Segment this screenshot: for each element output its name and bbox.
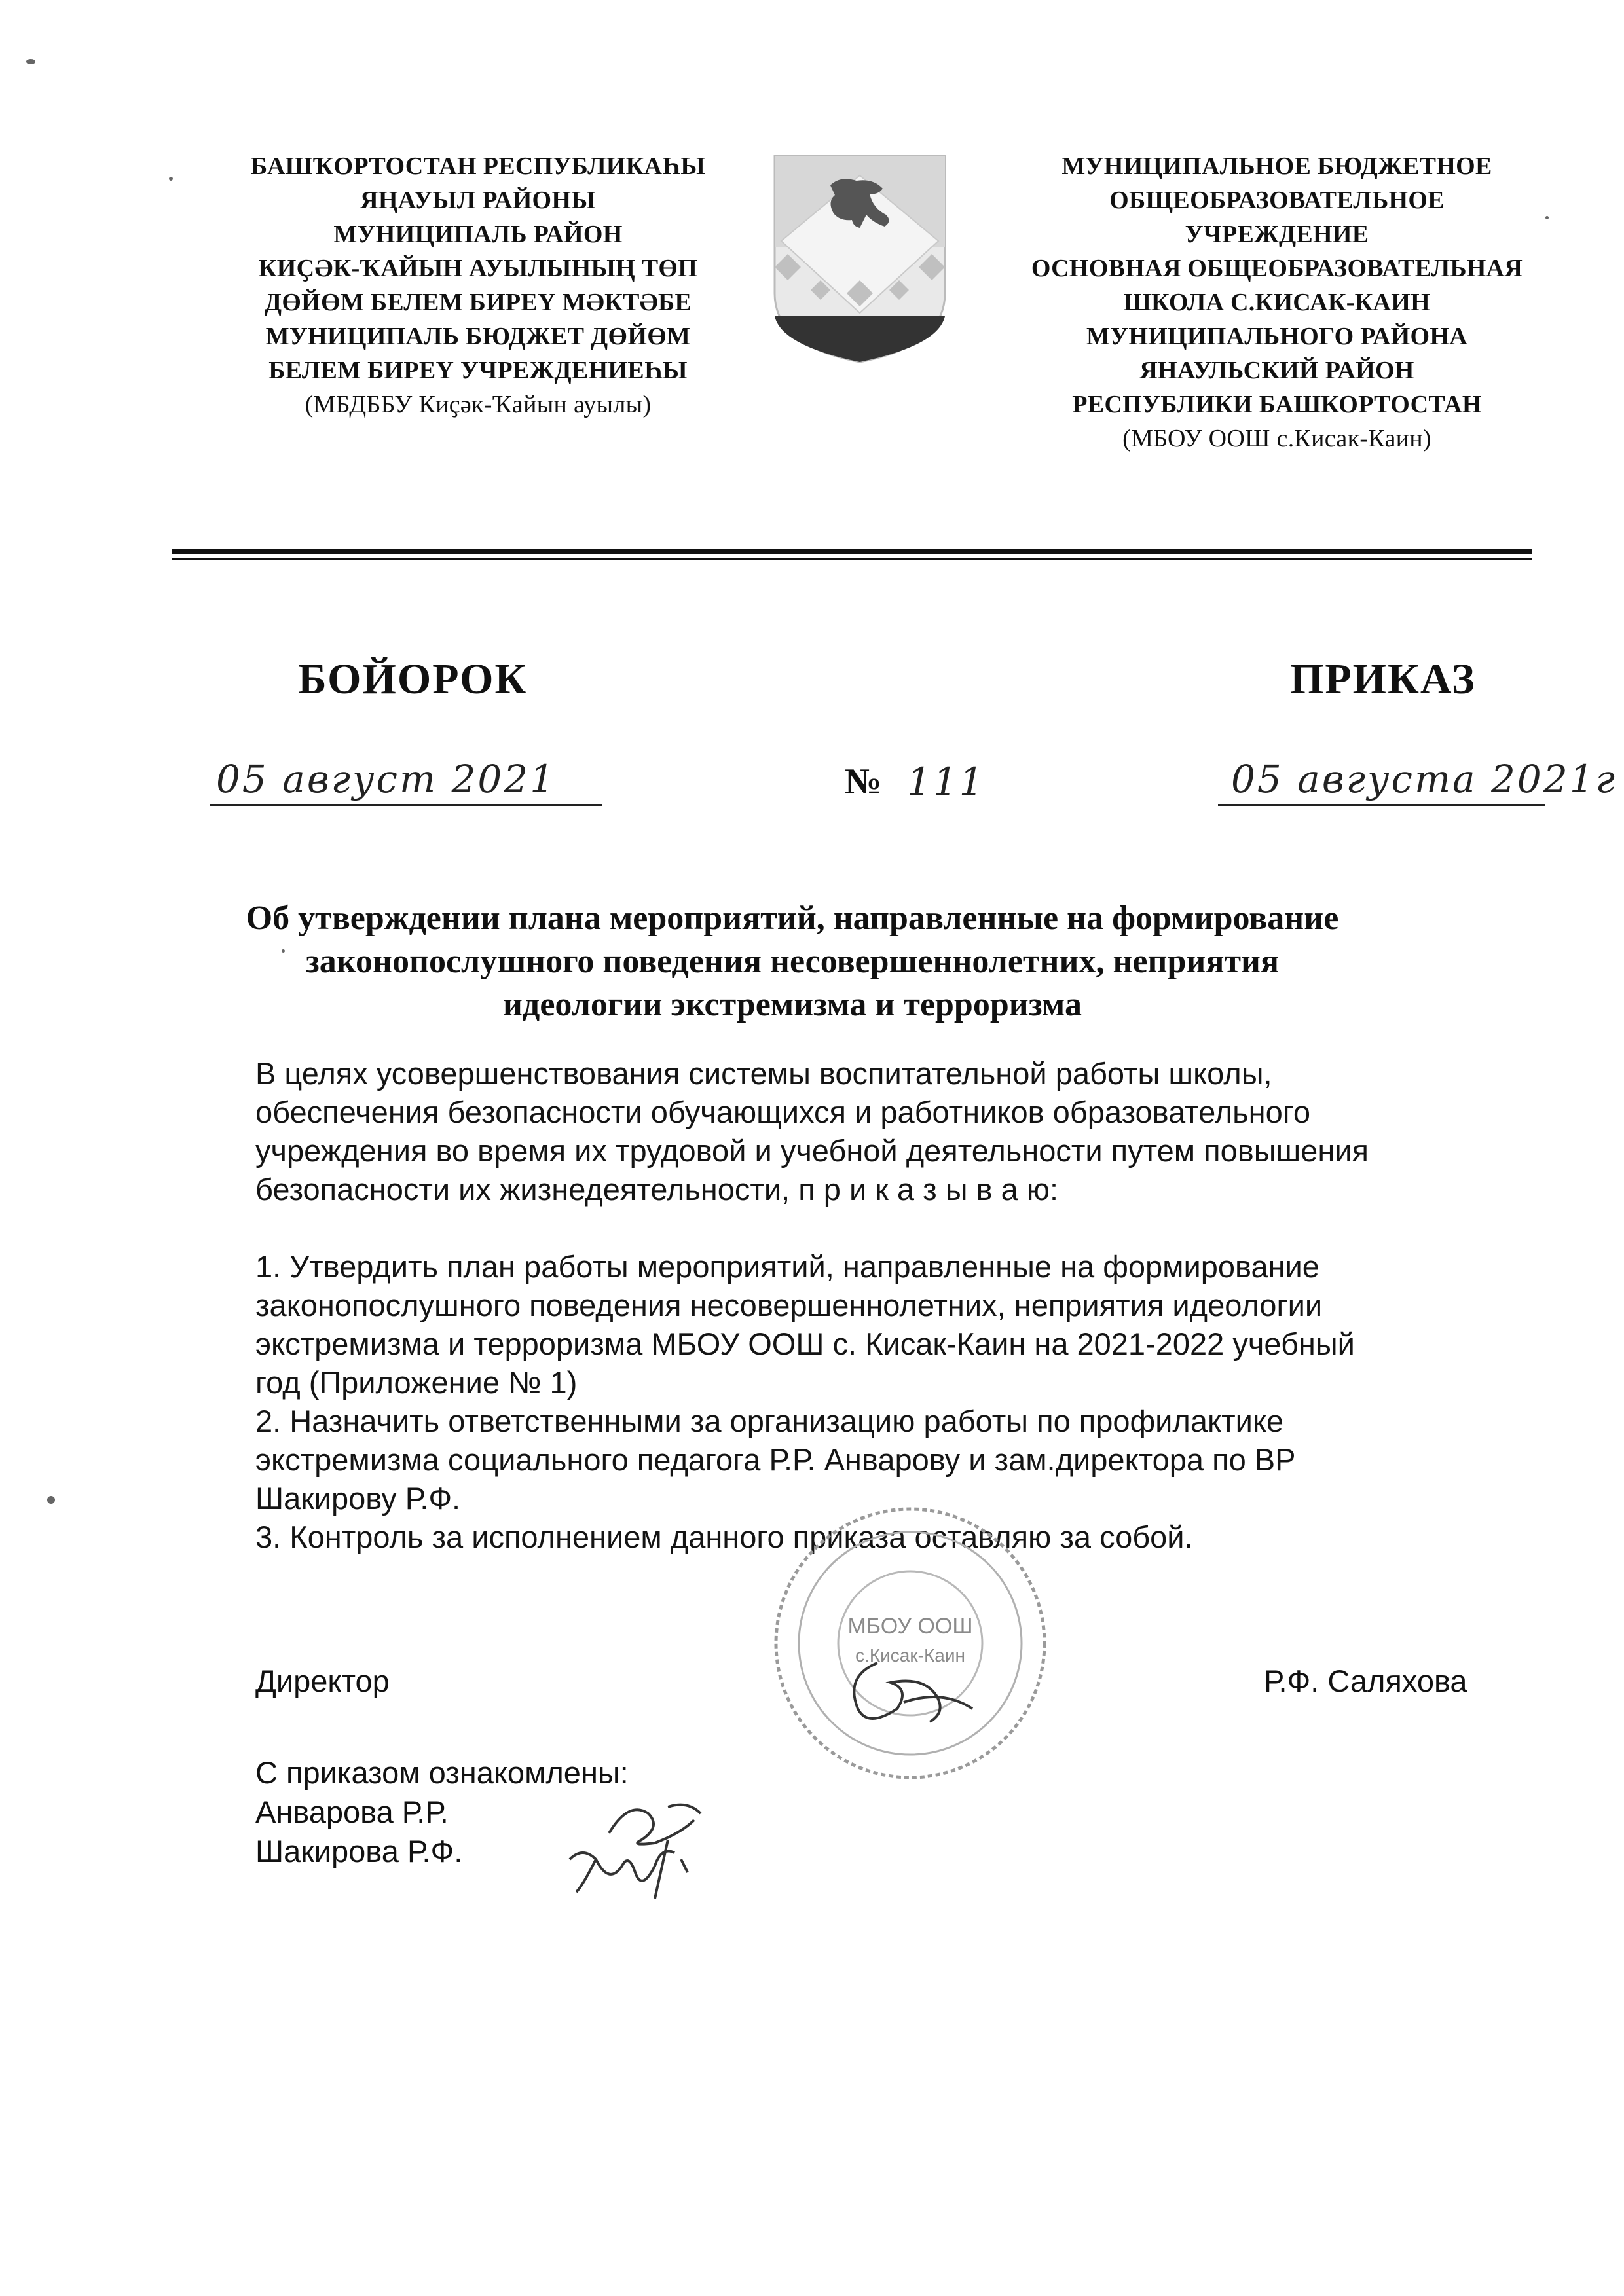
letterhead-line: МУНИЦИПАЛЬ РАЙОН <box>333 221 623 248</box>
date-underline <box>1218 804 1545 806</box>
letterhead-line: ОСНОВНАЯ ОБЩЕОБРАЗОВАТЕЛЬНАЯ <box>1031 255 1523 282</box>
letterhead-line: ШКОЛА С.КИСАК-КАИН <box>1123 289 1431 316</box>
scan-speck <box>26 59 35 64</box>
letterhead-line: БАШҠОРТОСТАН РЕСПУБЛИКАҺЫ <box>251 153 705 180</box>
letterhead-line: МУНИЦИПАЛЬНОЕ БЮДЖЕТНОЕ <box>1061 153 1492 180</box>
handwritten-date-bashkir: 05 август 2021 <box>216 757 557 801</box>
body-line: год (Приложение № 1) <box>255 1365 578 1400</box>
letterhead-line: КИҪӘК-ҠАЙЫН АУЫЛЫНЫҢ ТӨП <box>258 255 698 282</box>
school-stamp <box>766 1499 1054 1787</box>
handwritten-date-russian: 05 августа 2021г <box>1231 757 1617 801</box>
body-line: обеспечения безопасности обучающихся и работников образовательного <box>255 1095 1310 1129</box>
order-number: 111 <box>907 759 986 804</box>
letterhead-short-name: (МБДББУ Киҫәк-Ҡайын ауылы) <box>304 391 652 418</box>
order-body <box>255 1054 1552 1556</box>
signature-role: Директор <box>255 1664 390 1698</box>
header-divider-thin <box>172 558 1532 560</box>
letterhead-line: УЧРЕЖДЕНИЕ <box>1185 221 1369 248</box>
body-line: учреждения во время их трудовой и учебной деятельности путем повышения <box>255 1133 1369 1168</box>
letterhead-russian <box>995 149 1559 456</box>
ack-name: Шакирова Р.Ф. <box>255 1834 463 1868</box>
scan-speck <box>169 177 173 181</box>
stamp-line: с.Кисак-Каин <box>855 1645 965 1666</box>
signature-name: Р.Ф. Саляхова <box>1264 1664 1467 1698</box>
letterhead-line: РЕСПУБЛИКИ БАШКОРТОСТАН <box>1072 391 1482 418</box>
scan-speck <box>1545 216 1549 219</box>
letterhead-line: ЯҢАУЫЛ РАЙОНЫ <box>360 187 596 214</box>
header-divider <box>172 549 1532 554</box>
title-line: идеологии экстремизма и терроризма <box>503 986 1082 1023</box>
initials-signature <box>557 1833 701 1905</box>
scan-speck <box>282 949 285 953</box>
letterhead-line: ДӨЙӨМ БЕЛЕМ БИРЕҮ МӘКТӘБЕ <box>264 289 692 316</box>
body-line: 3. Контроль за исполнением данного приказа оставляю за собой. <box>255 1520 1193 1554</box>
number-label: № <box>845 761 882 802</box>
title-line: Об утверждении плана мероприятий, направленные на формирование <box>246 900 1339 937</box>
order-title <box>216 897 1369 1027</box>
body-line: В целях усовершенствования системы воспитательной работы школы, <box>255 1056 1272 1091</box>
letterhead-short-name: (МБОУ ООШ с.Кисак-Каин) <box>1122 425 1431 452</box>
body-line: Шакирову Р.Ф. <box>255 1481 461 1516</box>
date-underline <box>210 804 602 806</box>
letterhead-line: ОБЩЕОБРАЗОВАТЕЛЬНОЕ <box>1109 187 1445 214</box>
ack-name: Анварова Р.Р. <box>255 1795 449 1829</box>
paragraph-gap <box>255 1209 1552 1247</box>
letterhead-line: БЕЛЕМ БИРЕҮ УЧРЕЖДЕНИЕҺЫ <box>268 357 688 384</box>
body-line: 2. Назначить ответственными за организацию работы по профилактике <box>255 1404 1284 1438</box>
stamp-line: МБОУ ООШ <box>847 1614 973 1639</box>
doc-kind-bashkir: БОЙОРОК <box>298 655 528 703</box>
letterhead-line: МУНИЦИПАЛЬ БЮДЖЕТ ДӨЙӨМ <box>265 323 691 350</box>
body-line: экстремизма и терроризма МБОУ ООШ с. Кисак-Каин на 2021-2022 учебный <box>255 1326 1355 1361</box>
letterhead-line: МУНИЦИПАЛЬНОГО РАЙОНА <box>1086 323 1468 350</box>
coat-of-arms-icon <box>762 149 958 365</box>
title-line: законопослушного поведения несовершеннолетних, неприятия <box>305 943 1280 980</box>
body-line: 1. Утвердить план работы мероприятий, направленные на формирование <box>255 1249 1320 1284</box>
ack-heading: С приказом ознакомлены: <box>255 1755 629 1790</box>
doc-kind-russian: ПРИКАЗ <box>1290 655 1476 703</box>
letterhead-bashkir <box>196 149 760 422</box>
director-signature <box>832 1650 982 1741</box>
body-line: безопасности их жизнедеятельности, п р и к а з ы в а ю: <box>255 1172 1059 1207</box>
scan-speck <box>47 1496 55 1504</box>
letterhead-line: ЯНАУЛЬСКИЙ РАЙОН <box>1139 357 1414 384</box>
body-line: экстремизма социального педагога Р.Р. Анварову и зам.директора по ВР <box>255 1442 1296 1477</box>
body-line: законопослушного поведения несовершеннолетних, неприятия идеологии <box>255 1288 1323 1322</box>
